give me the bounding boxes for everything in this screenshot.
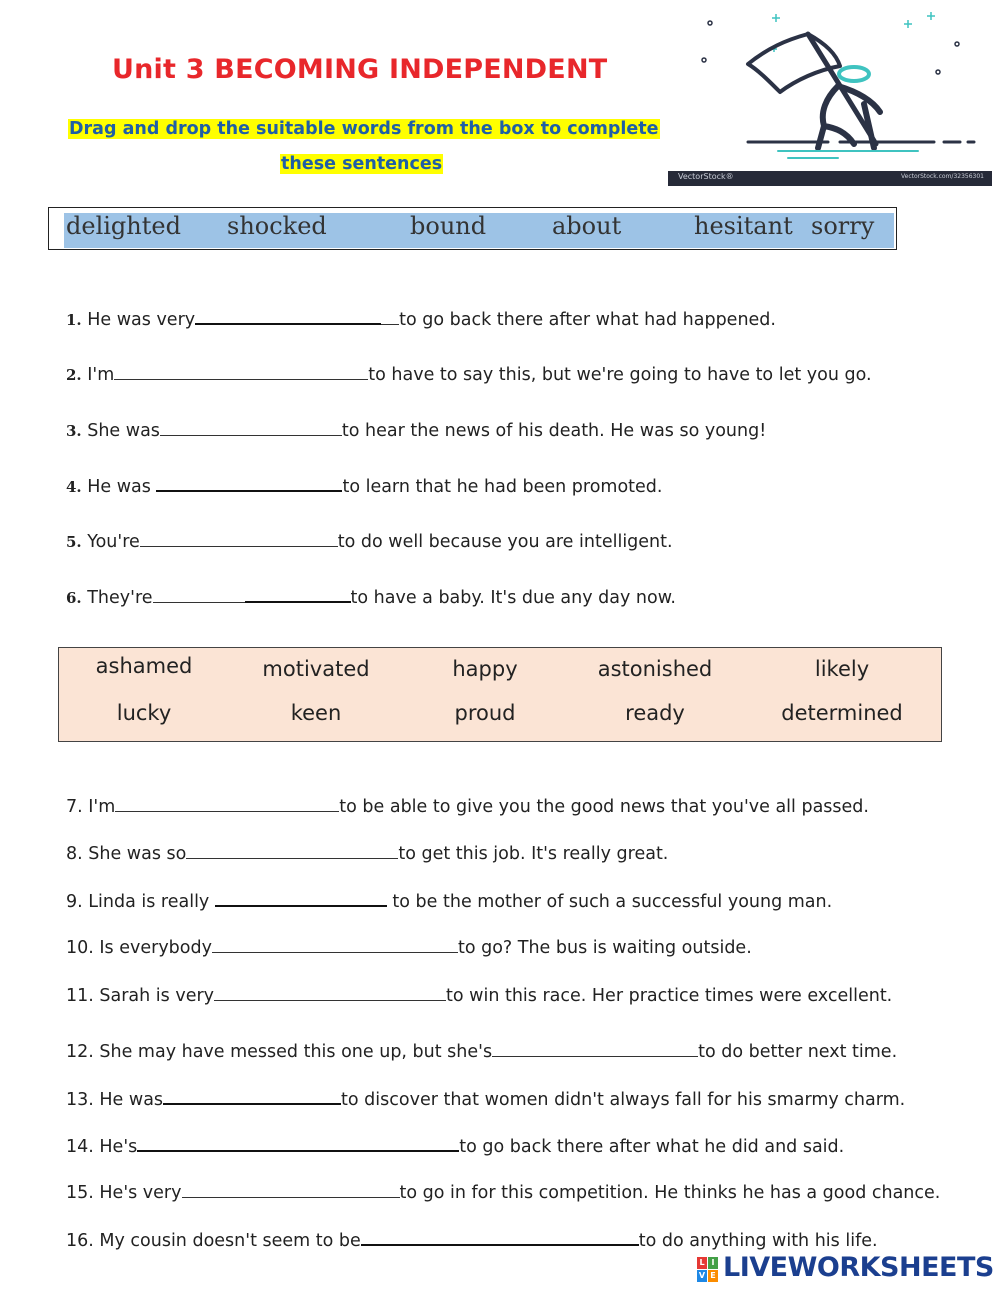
word-lucky[interactable]: lucky xyxy=(116,701,172,725)
word-astonished[interactable]: astonished xyxy=(597,657,713,681)
answer-blank-1[interactable] xyxy=(195,309,381,325)
liveworksheets-wordmark: LIVEWORKSHEETS xyxy=(723,1252,994,1283)
sentence-14 xyxy=(66,1136,844,1157)
sentence-before: 13. He was xyxy=(66,1090,164,1110)
word-happy[interactable]: happy xyxy=(452,657,518,681)
answer-blank-5[interactable] xyxy=(140,532,338,547)
sentence-8 xyxy=(66,844,668,864)
sentence-before: 7. I'm xyxy=(66,797,116,817)
sentence-before: He was xyxy=(81,477,157,497)
sentence-10 xyxy=(66,938,752,958)
sentence-before: 14. He's xyxy=(66,1137,138,1157)
sentence-after: to get this job. It's really great. xyxy=(398,844,669,864)
sentence-after: to be the mother of such a successful young man. xyxy=(386,892,833,912)
sentence-11 xyxy=(66,986,892,1006)
word-delighted[interactable]: delighted xyxy=(66,212,181,240)
stock-credit-bar xyxy=(668,171,992,186)
sentence-before: 8. She was so xyxy=(66,844,187,864)
sentence-5 xyxy=(66,532,673,552)
sentence-7 xyxy=(66,797,869,817)
word-ashamed[interactable]: ashamed xyxy=(95,654,193,678)
sentence-before: 9. Linda is really xyxy=(66,892,215,912)
sentence-before: 15. He's very xyxy=(66,1183,182,1203)
sentence-after: to do well because you are intelligent. xyxy=(337,532,673,552)
sentence-after: to hear the news of his death. He was so young! xyxy=(341,421,767,441)
stock-credit: VectorStock.com/32356301 xyxy=(900,173,984,180)
sentence-before: They're xyxy=(81,588,153,608)
answer-blank-14[interactable] xyxy=(137,1136,459,1152)
answer-blank-7[interactable] xyxy=(115,797,339,812)
blank-tail xyxy=(381,310,399,325)
sentence-1 xyxy=(66,309,776,330)
word-bound[interactable]: bound xyxy=(410,212,487,240)
word-hesitant[interactable]: hesitant xyxy=(694,212,793,240)
word-motivated[interactable]: motivated xyxy=(262,657,370,681)
answer-blank-13[interactable] xyxy=(163,1089,341,1105)
sentence-number: 4. xyxy=(66,478,82,496)
sentence-before: 12. She may have messed this one up, but she's xyxy=(66,1042,493,1062)
instruction-line-1: Drag and drop the suitable words from the box to complete xyxy=(69,119,659,139)
answer-blank-4[interactable] xyxy=(156,476,342,492)
sentence-3 xyxy=(66,421,766,441)
sentence-after: to go in for this competition. He thinks he has a good chance. xyxy=(399,1183,941,1203)
sentence-before: He was very xyxy=(81,310,196,330)
sentence-before: 11. Sarah is very xyxy=(66,986,215,1006)
sentence-9 xyxy=(66,891,832,912)
instruction-line-2: these sentences xyxy=(281,154,443,174)
flag-bearer-icon xyxy=(668,8,992,171)
sentence-number: 6. xyxy=(66,589,82,607)
answer-blank-3[interactable] xyxy=(160,421,342,436)
sentence-2 xyxy=(66,365,872,385)
answer-blank-8[interactable] xyxy=(186,844,398,859)
sentence-number: 3. xyxy=(66,422,82,440)
sentence-after: to go? The bus is waiting outside. xyxy=(457,938,752,958)
word-sorry[interactable]: sorry xyxy=(811,212,875,240)
answer-blank-6[interactable] xyxy=(245,587,351,603)
sentence-6 xyxy=(66,587,676,608)
sentence-number: 5. xyxy=(66,533,82,551)
answer-blank-12[interactable] xyxy=(492,1042,698,1057)
sentence-after: to learn that he had been promoted. xyxy=(342,477,663,497)
word-determined[interactable]: determined xyxy=(781,701,903,725)
sentence-4 xyxy=(66,476,662,497)
sentence-before: I'm xyxy=(81,365,115,385)
sentence-after: to have to say this, but we're going to have to let you go. xyxy=(368,365,872,385)
sentence-before: You're xyxy=(81,532,140,552)
sentence-after: to do better next time. xyxy=(698,1042,898,1062)
worksheet-title: Unit 3 BECOMING INDEPENDENT xyxy=(112,54,608,85)
sentence-13 xyxy=(66,1089,905,1110)
answer-blank-2[interactable] xyxy=(114,365,368,380)
sentence-16 xyxy=(66,1230,878,1251)
sentence-12 xyxy=(66,1042,897,1062)
sentence-15 xyxy=(66,1183,940,1203)
answer-blank-10[interactable] xyxy=(212,938,458,953)
word-likely[interactable]: likely xyxy=(814,657,870,681)
sentence-after: to go back there after what he did and said. xyxy=(459,1137,845,1157)
answer-blank-9[interactable] xyxy=(215,891,387,907)
sentence-before: 16. My cousin doesn't seem to be xyxy=(66,1231,361,1251)
sentence-after: to be able to give you the good news that you've all passed. xyxy=(339,797,869,817)
independence-illustration xyxy=(668,8,992,186)
sentence-after: to go back there after what had happened. xyxy=(399,310,776,330)
blank-lead xyxy=(153,588,245,603)
sentence-after: to have a baby. It's due any day now. xyxy=(350,588,676,608)
answer-blank-11[interactable] xyxy=(214,986,446,1001)
sentence-after: to discover that women didn't always fall for his smarmy charm. xyxy=(341,1090,906,1110)
word-about[interactable]: about xyxy=(552,212,622,240)
stock-brand: VectorStock® xyxy=(678,172,734,181)
sentence-before: She was xyxy=(81,421,160,441)
word-shocked[interactable]: shocked xyxy=(227,212,327,240)
answer-blank-15[interactable] xyxy=(182,1183,400,1198)
sentence-number: 1. xyxy=(66,311,82,329)
sentence-before: 10. Is everybody xyxy=(66,938,212,958)
word-keen[interactable]: keen xyxy=(290,701,342,725)
liveworksheets-mark-icon: L I V E xyxy=(697,1257,719,1283)
sentence-number: 2. xyxy=(66,366,82,384)
sentence-after: to do anything with his life. xyxy=(638,1231,878,1251)
word-proud[interactable]: proud xyxy=(454,701,516,725)
sentence-after: to win this race. Her practice times were excellent. xyxy=(446,986,893,1006)
word-ready[interactable]: ready xyxy=(625,701,685,725)
answer-blank-16[interactable] xyxy=(361,1230,639,1246)
